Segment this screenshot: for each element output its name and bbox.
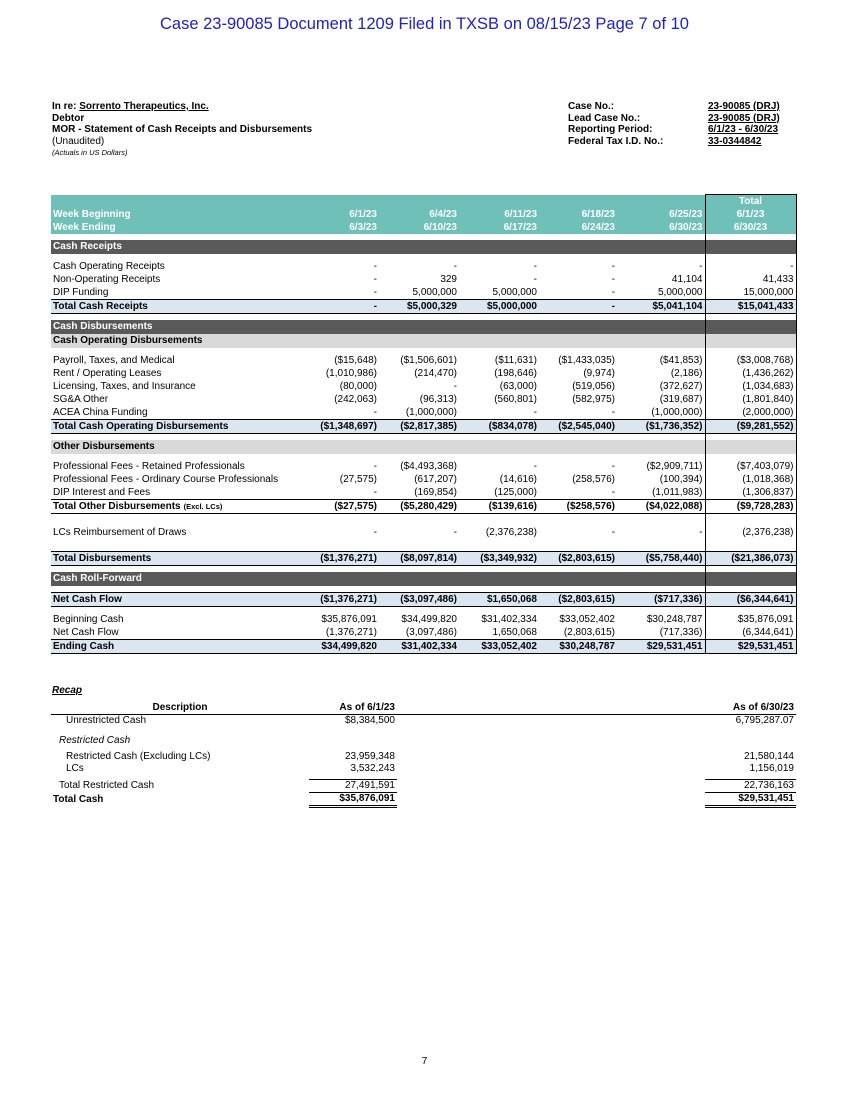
recap-header-row: [51, 702, 796, 715]
row-value: (2,803,615): [563, 627, 615, 638]
case-no-value: 23-90085 (DRJ): [708, 101, 780, 112]
other-row: [51, 473, 796, 486]
tax-id-value: 33-0344842: [708, 135, 762, 147]
section-title: Cash Disbursements: [51, 320, 705, 334]
row-value: 329: [440, 274, 457, 285]
recap-unrestricted-label: Unrestricted Cash: [66, 715, 147, 726]
recap-spacer: [309, 735, 397, 747]
total-other-row: [51, 500, 796, 514]
row-value: $35,876,091: [705, 613, 796, 626]
row-value: ($15,648): [334, 355, 377, 366]
row-value: -: [699, 261, 703, 272]
lead-case-value: 23-90085 (DRJ): [708, 112, 780, 124]
section-cash-rollforward: [51, 572, 796, 586]
row-value: -: [611, 274, 615, 285]
beginning-cash-row: [51, 613, 796, 626]
row-label: Net Cash Flow: [53, 627, 119, 638]
actuals-note: (Actuals in US Dollars): [52, 148, 128, 157]
section-operating-disbursements: [51, 334, 796, 348]
row-value: ($4,022,088): [617, 500, 705, 514]
row-label: SG&A Other: [53, 394, 109, 405]
unaudited-label: (Unaudited): [52, 135, 105, 147]
week-ending-date: 6/30/23: [617, 221, 705, 234]
total-other-suffix: (Excl. LCs): [183, 502, 223, 511]
row-value: ($9,281,552): [705, 420, 796, 434]
operating-row: [51, 406, 796, 420]
row-value: ($6,344,641): [705, 593, 796, 607]
row-value: -: [373, 287, 377, 298]
page-number: 7: [421, 1056, 428, 1067]
row-value: (717,336): [659, 627, 703, 638]
section-title: Cash Roll-Forward: [51, 572, 705, 586]
row-value: $29,531,451: [705, 640, 796, 654]
section-total-cell: [705, 440, 796, 454]
row-value: 15,000,000: [705, 286, 796, 300]
row-value: -: [453, 527, 457, 538]
row-value: -: [533, 274, 537, 285]
recap-row: [51, 735, 796, 747]
row-value: (169,854): [414, 487, 457, 498]
recap-col-description: Description: [51, 702, 309, 715]
row-value: 5,000,000: [492, 287, 537, 298]
receipt-row: [51, 273, 796, 286]
row-value: 41,433: [705, 273, 796, 286]
row-value: (582,975): [572, 394, 615, 405]
row-label: Total Cash Operating Disbursements: [51, 420, 299, 434]
row-value: (100,394): [659, 474, 703, 485]
row-value: $1,650,068: [459, 593, 539, 607]
row-value: ($1,506,601): [400, 355, 457, 366]
recap-spacer: [397, 735, 705, 747]
recap-total-cash-label: Total Cash: [53, 793, 104, 805]
row-value: ($21,386,073): [705, 552, 796, 566]
row-value: ($2,817,385): [379, 420, 459, 434]
cash-statement-table: [51, 194, 797, 654]
row-value: 41,104: [671, 274, 703, 285]
week-beginning-date: 6/1/23: [705, 208, 796, 221]
row-value: ($1,348,697): [299, 420, 379, 434]
lead-case-label: Lead Case No.:: [568, 112, 641, 124]
section-title: Other Disbursements: [51, 440, 705, 454]
row-label: Licensing, Taxes, and Insurance: [53, 381, 196, 392]
row-value: (258,576): [572, 474, 615, 485]
row-value: (1,436,262): [705, 367, 796, 380]
row-value: ($3,097,486): [379, 593, 459, 607]
row-value: (6,344,641): [705, 626, 796, 640]
row-value: (1,306,837): [705, 486, 796, 500]
row-value: (125,000): [494, 487, 537, 498]
recap-restricted-excl-label: Restricted Cash (Excluding LCs): [66, 751, 211, 762]
recap-total-cash-end: $29,531,451: [705, 793, 796, 807]
row-value: $30,248,787: [539, 640, 617, 654]
week-ending-date: 6/24/23: [539, 221, 617, 234]
row-value: $34,499,820: [299, 640, 379, 654]
row-value: -: [373, 461, 377, 472]
header-blank: [51, 195, 705, 209]
recap-gap: [51, 727, 796, 735]
week-ending-row: [51, 221, 796, 234]
recap-lcs-label: LCs: [66, 763, 84, 774]
section-total-cell: [705, 320, 796, 334]
row-value: ($7,403,079): [705, 460, 796, 473]
recap-table: [51, 702, 796, 808]
tax-id-label: Federal Tax I.D. No.:: [568, 135, 664, 147]
row-value: $15,041,433: [705, 300, 796, 314]
row-value: (2,186): [670, 368, 703, 379]
recap-col-end: As of 6/30/23: [705, 702, 796, 715]
recap-row: [51, 751, 796, 763]
row-value: (242,063): [334, 394, 377, 405]
recap-spacer: [397, 715, 705, 728]
operating-row: [51, 367, 796, 380]
row-value: (1,000,000): [651, 407, 703, 418]
row-value: $31,402,334: [481, 614, 537, 625]
row-label: Beginning Cash: [53, 614, 124, 625]
row-value: -: [373, 487, 377, 498]
recap-col-start: As of 6/1/23: [309, 702, 397, 715]
recap-lcs-start: 3,532,243: [350, 763, 395, 774]
row-value: -: [373, 407, 377, 418]
row-value: (9,974): [583, 368, 615, 379]
section-other-disbursements: [51, 440, 796, 454]
row-value: -: [533, 461, 537, 472]
row-value: (3,097,486): [405, 627, 457, 638]
header-right-labels: [568, 101, 663, 147]
recap-restricted-label: Restricted Cash: [59, 735, 131, 746]
week-beginning-date: 6/25/23: [617, 208, 705, 221]
row-value: (372,627): [659, 381, 703, 392]
total-operating-row: [51, 420, 796, 434]
row-value: -: [373, 274, 377, 285]
ending-cash-row: [51, 640, 796, 654]
operating-row: [51, 380, 796, 393]
row-value: (96,313): [419, 394, 457, 405]
recap-unrestricted-end: 6,795,287.07: [735, 715, 794, 726]
week-ending-date: 6/30/23: [705, 221, 796, 234]
row-value: (2,000,000): [705, 406, 796, 420]
row-value: $29,531,451: [617, 640, 705, 654]
row-value: ($3,008,768): [705, 354, 796, 367]
row-value: $33,052,402: [559, 614, 615, 625]
header-left: [52, 101, 312, 159]
section-total-cell: [705, 334, 796, 348]
debtor-label: Debtor: [52, 112, 85, 124]
row-value: -: [611, 461, 615, 472]
recap-restricted-excl-start: 23,959,348: [344, 751, 395, 762]
other-row: [51, 486, 796, 500]
row-value: -: [699, 527, 703, 538]
recap-row: [51, 727, 796, 735]
row-value: ($5,758,440): [617, 552, 705, 566]
row-value: $5,041,104: [617, 300, 705, 314]
period-label: Reporting Period:: [568, 124, 653, 135]
header-right-values: [708, 101, 780, 147]
row-value: 1,650,068: [492, 627, 537, 638]
row-label: Total Cash Receipts: [51, 300, 299, 314]
row-value: -: [533, 261, 537, 272]
row-value: ($3,349,932): [459, 552, 539, 566]
recap-spacer: [397, 751, 705, 763]
row-value: ($1,433,035): [558, 355, 615, 366]
row-value: (80,000): [339, 381, 377, 392]
row-value: -: [453, 261, 457, 272]
row-value: -: [539, 300, 617, 314]
row-value: -: [611, 487, 615, 498]
row-value: ($41,853): [659, 355, 703, 366]
row-value: (617,207): [414, 474, 457, 485]
lcs-reimbursement-row: [51, 526, 796, 539]
recap-row: [51, 780, 796, 793]
row-value: ($139,616): [459, 500, 539, 514]
row-value: (63,000): [499, 381, 537, 392]
row-value: (198,646): [494, 368, 537, 379]
row-value: (560,801): [494, 394, 537, 405]
row-value: ($2,909,711): [646, 461, 703, 472]
week-beginning-label: Week Beginning: [51, 208, 299, 221]
row-value: ($258,576): [539, 500, 617, 514]
week-beginning-date: 6/11/23: [459, 208, 539, 221]
total-label: Total: [705, 195, 796, 209]
row-value: -: [611, 527, 615, 538]
row-value: (519,056): [572, 381, 615, 392]
row-value: $5,000,000: [459, 300, 539, 314]
report-title: MOR - Statement of Cash Receipts and Disbursements: [52, 124, 313, 135]
recap-total-cash-start: $35,876,091: [309, 793, 397, 807]
receipt-row: [51, 286, 796, 300]
total-other-label: Total Other Disbursements: [53, 501, 181, 512]
row-label: Rent / Operating Leases: [53, 368, 162, 379]
row-label: Professional Fees - Ordinary Course Professionals: [53, 474, 279, 485]
row-label: Net Cash Flow: [51, 593, 299, 607]
section-cash-disbursements: [51, 320, 796, 334]
section-total-cell: [705, 572, 796, 586]
row-value: (1,376,271): [325, 627, 377, 638]
row-value: ($1,376,271): [299, 593, 379, 607]
recap-total-restricted-end: 22,736,163: [705, 780, 796, 793]
row-value: ($1,376,271): [299, 552, 379, 566]
recap-unrestricted-start: $8,384,500: [344, 715, 395, 726]
row-label: Non-Operating Receipts: [53, 274, 161, 285]
row-value: -: [705, 260, 796, 273]
row-label: DIP Interest and Fees: [53, 487, 151, 498]
row-value: (1,011,983): [652, 487, 703, 498]
period-value: 6/1/23 - 6/30/23: [708, 124, 779, 135]
row-label: DIP Funding: [53, 287, 109, 298]
row-value: (27,575): [339, 474, 377, 485]
row-label: Payroll, Taxes, and Medical: [53, 355, 175, 366]
row-value: $33,052,402: [459, 640, 539, 654]
recap-spacer: [705, 735, 796, 747]
row-value: $30,248,787: [646, 614, 703, 625]
recap-total-restricted-start: 27,491,591: [309, 780, 397, 793]
row-value: -: [611, 287, 615, 298]
row-value: (2,376,238): [485, 527, 537, 538]
row-value: -: [373, 527, 377, 538]
total-disbursements-row: [51, 552, 796, 566]
section-cash-receipts: [51, 240, 796, 254]
recap-row: [51, 763, 796, 775]
row-value: -: [373, 261, 377, 272]
row-value: (1,010,986): [325, 368, 377, 379]
recap-restricted-excl-end: 21,580,144: [743, 751, 794, 762]
total-header-row: [51, 195, 796, 209]
debtor-name: Sorrento Therapeutics, Inc.: [79, 101, 209, 112]
row-value: ($717,336): [617, 593, 705, 607]
in-re-label: In re:: [52, 101, 77, 112]
case-no-label: Case No.:: [568, 101, 615, 112]
section-title: Cash Receipts: [51, 240, 705, 254]
row-value: (1,801,840): [705, 393, 796, 406]
row-label: ACEA China Funding: [53, 407, 148, 418]
row-value: -: [299, 300, 379, 314]
row-value: ($1,736,352): [617, 420, 705, 434]
section-total-cell: [705, 240, 796, 254]
row-value: ($8,097,814): [379, 552, 459, 566]
recap-row: [51, 793, 796, 807]
row-value: -: [533, 407, 537, 418]
net-cash-flow-row: [51, 593, 796, 607]
row-label: Professional Fees - Retained Professionals: [53, 461, 245, 472]
row-label: Cash Operating Receipts: [53, 261, 165, 272]
row-value: ($4,493,368): [400, 461, 457, 472]
recap-spacer: [397, 793, 705, 807]
row-value: ($2,545,040): [539, 420, 617, 434]
row-value: (1,034,683): [705, 380, 796, 393]
recap-total-restricted-label: Total Restricted Cash: [59, 780, 155, 791]
row-value: $5,000,329: [379, 300, 459, 314]
row-value: (1,000,000): [405, 407, 457, 418]
section-title: Cash Operating Disbursements: [51, 334, 705, 348]
operating-row: [51, 393, 796, 406]
week-ending-date: 6/17/23: [459, 221, 539, 234]
row-value: -: [611, 261, 615, 272]
row-label: [51, 500, 299, 514]
net-cash-flow-detail-row: [51, 626, 796, 640]
operating-row: [51, 354, 796, 367]
week-beginning-date: 6/4/23: [379, 208, 459, 221]
row-value: (1,018,368): [705, 473, 796, 486]
row-value: ($2,803,615): [539, 593, 617, 607]
row-label: Total Disbursements: [51, 552, 299, 566]
row-value: ($5,280,429): [379, 500, 459, 514]
week-ending-label: Week Ending: [51, 221, 299, 234]
row-label: Ending Cash: [51, 640, 299, 654]
row-value: $31,402,334: [379, 640, 459, 654]
row-value: 5,000,000: [412, 287, 457, 298]
row-value: $35,876,091: [321, 614, 377, 625]
row-value: ($9,728,283): [705, 500, 796, 514]
row-value: ($27,575): [299, 500, 379, 514]
week-beginning-date: 6/18/23: [539, 208, 617, 221]
row-value: (319,687): [659, 394, 703, 405]
row-value: -: [453, 381, 457, 392]
week-beginning-row: [51, 208, 796, 221]
row-value: $34,499,820: [401, 614, 457, 625]
receipt-row: [51, 260, 796, 273]
row-value: ($2,803,615): [539, 552, 617, 566]
row-value: ($834,078): [459, 420, 539, 434]
recap-spacer: [397, 702, 705, 715]
recap-row: [51, 715, 796, 728]
total-cash-receipts-row: [51, 300, 796, 314]
row-label: LCs Reimbursement of Draws: [53, 527, 187, 538]
week-ending-date: 6/10/23: [379, 221, 459, 234]
recap-spacer: [397, 780, 705, 793]
court-filing-banner: Case 23-90085 Document 1209 Filed in TXSB on 08/15/23 Page 7 of 10: [160, 15, 689, 33]
week-beginning-date: 6/1/23: [299, 208, 379, 221]
recap-title: Recap: [52, 685, 83, 696]
row-value: 5,000,000: [658, 287, 703, 298]
other-row: [51, 460, 796, 473]
recap-spacer: [397, 763, 705, 775]
row-value: (2,376,238): [705, 526, 796, 539]
row-value: (214,470): [414, 368, 457, 379]
row-value: -: [611, 407, 615, 418]
row-value: ($11,631): [494, 355, 537, 366]
week-ending-date: 6/3/23: [299, 221, 379, 234]
recap-lcs-end: 1,156,019: [749, 763, 794, 774]
row-value: (14,616): [499, 474, 537, 485]
